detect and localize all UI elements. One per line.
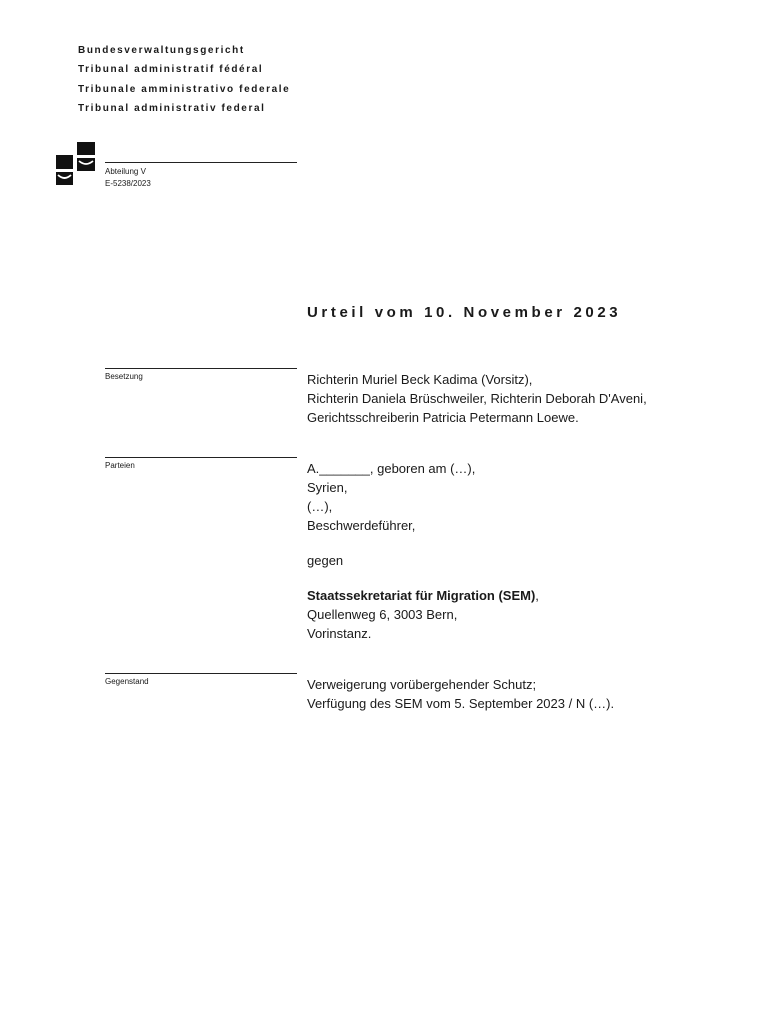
respondent-line: Vorinstanz.: [307, 626, 372, 641]
case-number: E-5238/2023: [105, 179, 151, 188]
respondent-line: Quellenweg 6, 3003 Bern,: [307, 607, 458, 622]
besetzung-label: Besetzung: [105, 372, 143, 381]
court-name-rm: Tribunal administrativ federal: [78, 103, 266, 115]
parteien-label: Parteien: [105, 461, 135, 470]
respondent-name-suffix: ,: [535, 588, 539, 603]
gegenstand-section: [307, 675, 614, 713]
court-name-de: Bundesverwaltungsgericht: [78, 45, 245, 56]
judgment-title: Urteil vom 10. November 2023: [307, 304, 622, 321]
department-label: Abteilung V: [105, 167, 146, 176]
besetzung-section: [307, 370, 647, 427]
respondent-name-line: [307, 586, 539, 605]
besetzung-line: Richterin Muriel Beck Kadima (Vorsitz),: [307, 372, 533, 387]
gegenstand-label: Gegenstand: [105, 677, 149, 686]
respondent-block: [307, 586, 539, 643]
parteien-divider: [105, 457, 297, 458]
gegenstand-divider: [105, 673, 297, 674]
court-name-fr: Tribunal administratif fédéral: [78, 64, 264, 76]
court-logo-icon: [56, 142, 96, 186]
gegenstand-line: Verfügung des SEM vom 5. September 2023 / N (…).: [307, 696, 615, 711]
header-divider: [105, 162, 297, 163]
versus-text: gegen: [307, 553, 344, 568]
appellant-block: [307, 459, 475, 535]
gegenstand-line: Verweigerung vorübergehender Schutz;: [307, 677, 537, 692]
appellant-line: Syrien,: [307, 480, 348, 495]
appellant-line: A._______, geboren am (…),: [307, 461, 476, 476]
appellant-line: (…),: [307, 499, 333, 514]
respondent-name: Staatssekretariat für Migration (SEM): [307, 588, 536, 603]
besetzung-line: Gerichtsschreiberin Patricia Petermann Loewe.: [307, 410, 579, 425]
besetzung-divider: [105, 368, 297, 369]
appellant-line: Beschwerdeführer,: [307, 518, 416, 533]
besetzung-line: Richterin Daniela Brüschweiler, Richterin Deborah D'Aveni,: [307, 391, 647, 406]
court-name-it: Tribunale amministrativo federale: [78, 83, 291, 95]
court-name-block: [78, 41, 290, 119]
